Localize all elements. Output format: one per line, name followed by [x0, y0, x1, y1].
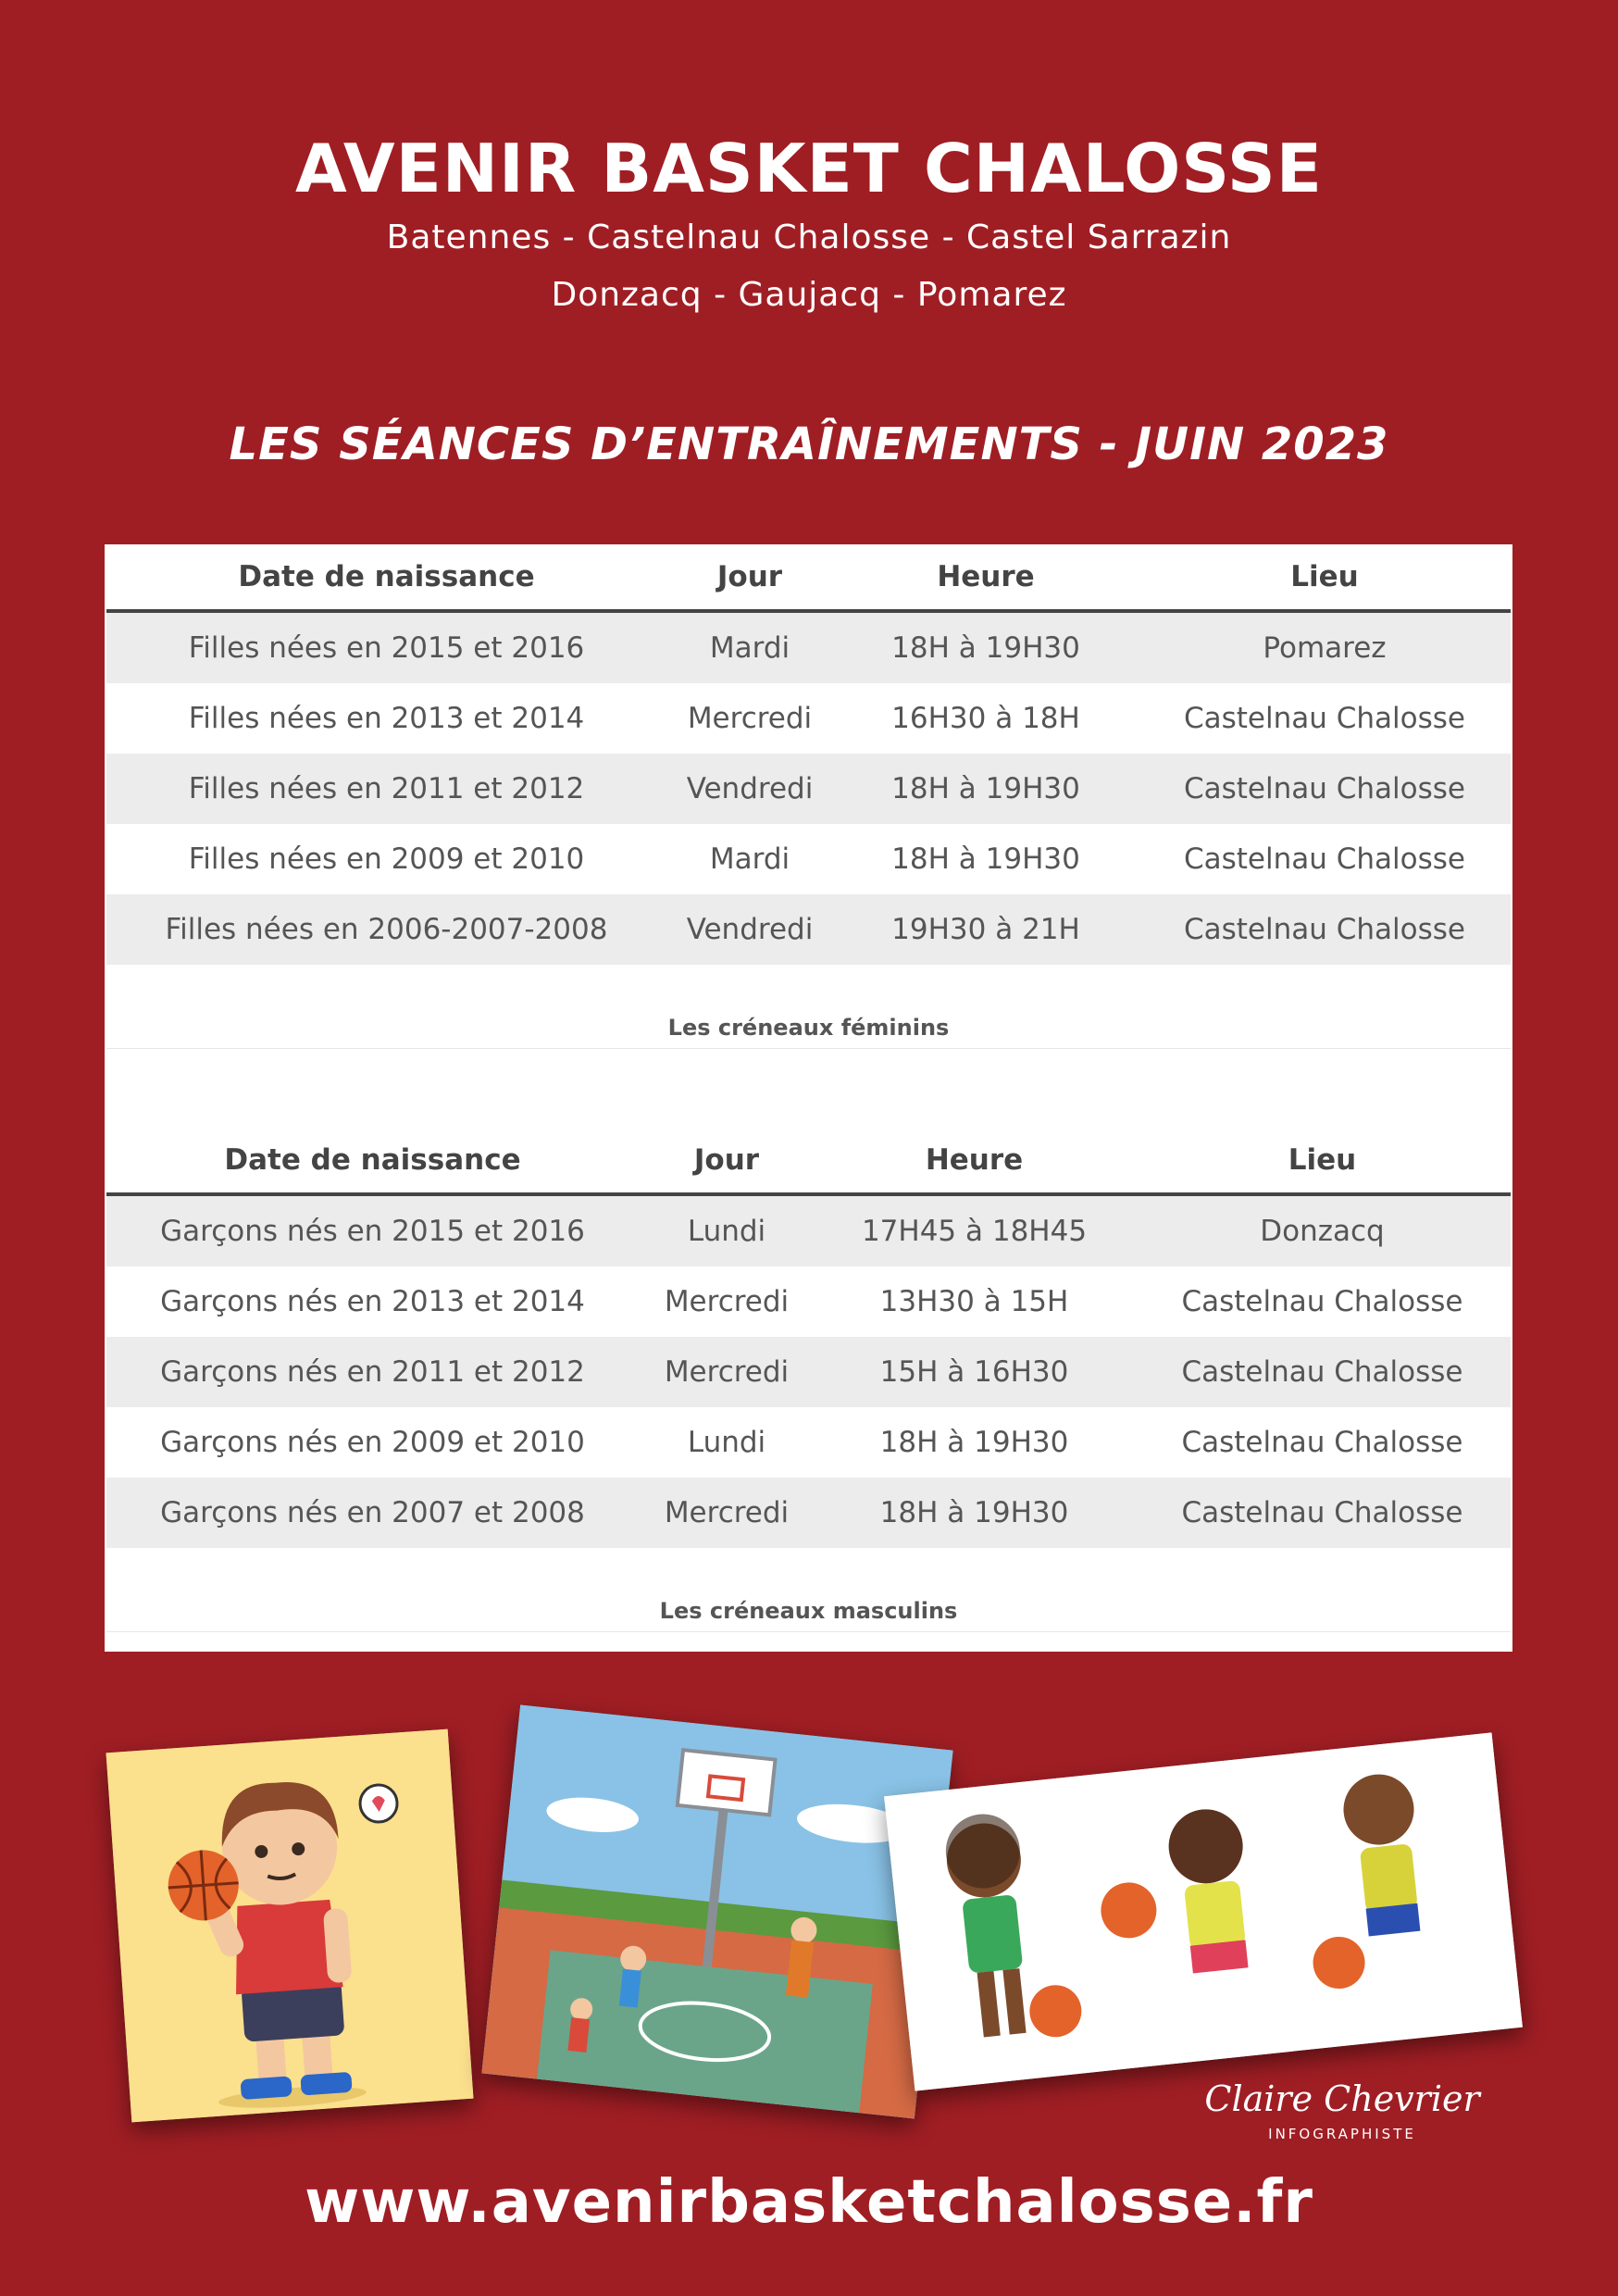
- col-header-day: Jour: [693, 1143, 760, 1177]
- cell-time: 19H30 à 21H: [891, 913, 1080, 946]
- cell-day: Mercredi: [664, 1285, 790, 1318]
- col-header-place: Lieu: [1288, 1143, 1357, 1177]
- towns-line-2: Donzacq - Gaujacq - Pomarez: [551, 276, 1067, 314]
- masculine-table-header: [106, 1128, 1511, 1196]
- cell-birth: Garçons nés en 2013 et 2014: [160, 1285, 585, 1318]
- cell-day: Mardi: [709, 631, 790, 665]
- col-header-day: Jour: [716, 560, 783, 593]
- cell-time: 18H à 19H30: [879, 1496, 1069, 1529]
- table-row: [106, 1478, 1511, 1548]
- cell-birth: Garçons nés en 2011 et 2012: [160, 1355, 585, 1389]
- cell-time: 18H à 19H30: [879, 1426, 1069, 1459]
- towns-line-1: Batennes - Castelnau Chalosse - Castel Sarrazin: [386, 218, 1232, 256]
- cell-place: Castelnau Chalosse: [1183, 913, 1466, 946]
- kids-dribbling-icon: [884, 1732, 1523, 2090]
- cell-birth: Filles nées en 2013 et 2014: [188, 702, 585, 735]
- cell-place: Castelnau Chalosse: [1181, 1355, 1463, 1389]
- table-row: [106, 1407, 1511, 1478]
- cell-time: 18H à 19H30: [891, 842, 1080, 876]
- cell-birth: Garçons nés en 2015 et 2016: [160, 1215, 585, 1248]
- cell-day: Lundi: [687, 1426, 766, 1459]
- cell-time: 18H à 19H30: [891, 631, 1080, 665]
- cell-day: Mercredi: [664, 1355, 790, 1389]
- cell-time: 16H30 à 18H: [891, 702, 1080, 735]
- cell-day: Mardi: [709, 842, 790, 876]
- designer-signature: Claire Chevrier: [1204, 2078, 1480, 2119]
- table-row: [106, 1267, 1511, 1337]
- cell-time: 18H à 19H30: [891, 772, 1080, 805]
- playground-illustration: [481, 1705, 952, 2119]
- cell-place: Pomarez: [1263, 631, 1387, 665]
- feminine-table: [106, 544, 1511, 965]
- kids-dribbling-illustration: [884, 1732, 1523, 2090]
- designer-role: INFOGRAPHISTE: [1268, 2126, 1416, 2142]
- cell-place: Donzacq: [1260, 1215, 1385, 1248]
- cell-place: Castelnau Chalosse: [1183, 772, 1466, 805]
- table-row: [106, 683, 1511, 754]
- cell-time: 13H30 à 15H: [879, 1285, 1069, 1318]
- cell-place: Castelnau Chalosse: [1183, 702, 1466, 735]
- cell-day: Mercredi: [664, 1496, 790, 1529]
- boy-basketball-illustration: [106, 1729, 473, 2123]
- website-url[interactable]: www.avenirbasketchalosse.fr: [305, 2168, 1313, 2237]
- cell-place: Castelnau Chalosse: [1181, 1496, 1463, 1529]
- boy-basketball-icon: [106, 1729, 473, 2123]
- cell-place: Castelnau Chalosse: [1183, 842, 1466, 876]
- cell-day: Vendredi: [686, 913, 814, 946]
- cell-birth: Filles nées en 2009 et 2010: [188, 842, 585, 876]
- divider: [106, 1631, 1511, 1632]
- col-header-birth: Date de naissance: [238, 560, 535, 593]
- cell-day: Lundi: [687, 1215, 766, 1248]
- cell-birth: Filles nées en 2006-2007-2008: [165, 913, 608, 946]
- table-row: [106, 754, 1511, 824]
- feminine-caption: Les créneaux féminins: [667, 1015, 950, 1041]
- feminine-table-header: [106, 544, 1511, 613]
- cell-day: Mercredi: [687, 702, 813, 735]
- cell-birth: Garçons nés en 2007 et 2008: [160, 1496, 585, 1529]
- masculine-caption: Les créneaux masculins: [659, 1598, 958, 1624]
- cell-place: Castelnau Chalosse: [1181, 1426, 1463, 1459]
- schedule-panel: [105, 544, 1512, 1652]
- table-row: [106, 1337, 1511, 1407]
- playground-icon: [481, 1705, 952, 2119]
- table-row: [106, 1196, 1511, 1267]
- club-title: AVENIR BASKET CHALOSSE: [295, 130, 1323, 207]
- col-header-place: Lieu: [1290, 560, 1359, 593]
- cell-time: 15H à 16H30: [879, 1355, 1069, 1389]
- col-header-birth: Date de naissance: [224, 1143, 521, 1177]
- cell-time: 17H45 à 18H45: [861, 1215, 1088, 1248]
- cell-birth: Filles nées en 2015 et 2016: [188, 631, 585, 665]
- col-header-time: Heure: [925, 1143, 1024, 1177]
- sessions-headline: LES SÉANCES D’ENTRAÎNEMENTS - JUIN 2023: [229, 418, 1389, 470]
- cell-day: Vendredi: [686, 772, 814, 805]
- table-row: [106, 824, 1511, 894]
- cell-birth: Garçons nés en 2009 et 2010: [160, 1426, 585, 1459]
- col-header-time: Heure: [937, 560, 1035, 593]
- cell-place: Castelnau Chalosse: [1181, 1285, 1463, 1318]
- divider: [106, 1048, 1511, 1049]
- masculine-table: [106, 1128, 1511, 1548]
- table-row: [106, 613, 1511, 683]
- cell-birth: Filles nées en 2011 et 2012: [188, 772, 585, 805]
- table-row: [106, 894, 1511, 965]
